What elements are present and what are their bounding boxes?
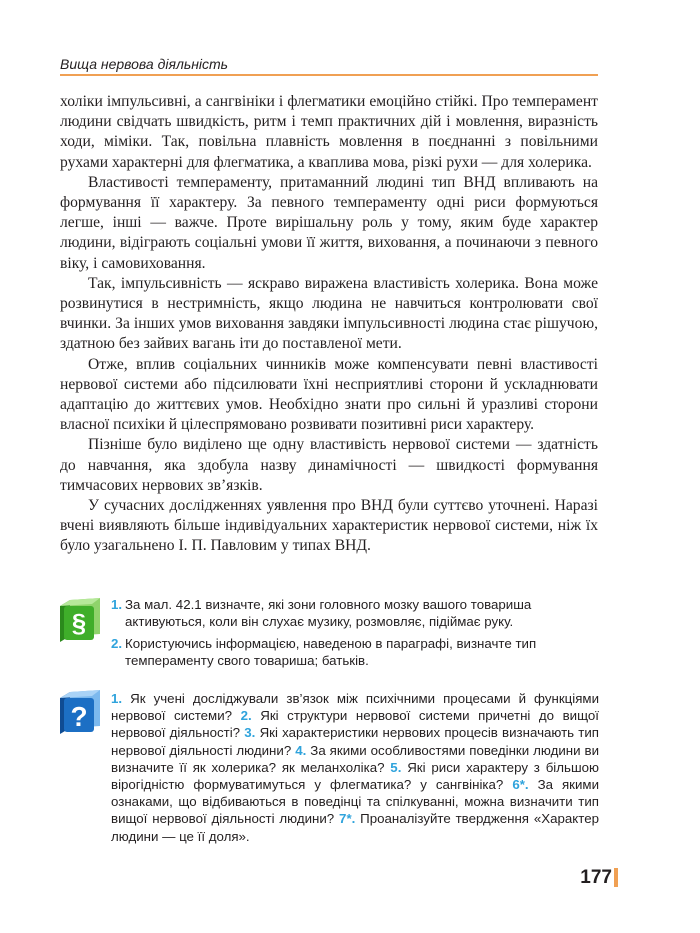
- page-number-accent-bar: [614, 868, 618, 887]
- question-number: 3.: [244, 725, 256, 741]
- task-item: [111, 596, 605, 631]
- question-text: За якими особливостями поведінки людини ви визначите її як холерика? як меланхоліка?: [111, 742, 599, 775]
- running-header: Вища нервова діяльність: [60, 56, 229, 72]
- paragraph: холіки імпульсивні, а сангвініки і флегматики емоційно стійкі. Про темперамент людини свідчать швидкість, ритм і темп практичних дій і мовлення, виразність ходи, міміки. Так, повільна плавність мовлення в поєднанні з повільними рухами характерні для флегматика, а квaплива мова, різкі рухи — для холерика.: [60, 93, 598, 171]
- page-number: 177: [580, 867, 612, 888]
- task-number: 2.: [111, 635, 123, 651]
- header-divider: [60, 74, 598, 76]
- paragraph: Отже, вплив соціальних чинників може компенсувати певні властивості нервової системи або підсилювати їхні несприятливі сторони й ускладнювати адаптацію до життєвих умов. Необхідно знати про сильні й уразливі сторони власної психіки й цілеспрямовано розвивати позитивні риси характеру.: [60, 355, 598, 434]
- question-text: За якими ознаками, що відбиваються в поведінці та спілкуванні, можна визначити тип вищої нервової діяльності людини?: [111, 777, 599, 827]
- question-number: 5.: [390, 759, 402, 775]
- task-text: Користуючись інформацією, наведеною в параграфі, визначте тип темпераменту свого товариша; батьків.: [125, 635, 537, 668]
- svg-text:§: §: [71, 608, 87, 638]
- question-number: 4.: [295, 742, 307, 758]
- question-number: 6*.: [512, 777, 529, 793]
- questions-block: [111, 690, 599, 845]
- question-number: 1.: [111, 691, 123, 706]
- paragraph: Пізніше було виділено ще одну властивість нервової системи — здатність до навчання, яка здобула назву динамічності — швидкості формування тимчасових нервових зв’язків.: [60, 436, 598, 494]
- task-item: [111, 635, 605, 670]
- question-text: Які риси характеру з більшою вірогідністю формуватимуться у флегматика? у сангвініка?: [111, 759, 599, 793]
- paragraph: Так, імпульсивність — яскраво виражена властивість холерика. Вона може розвинутися в нестримність, якщо людина не навчиться контролювати свої вчинки. За інших умов виховання завдяки імпульсивності людина стає рішучою, здатною без зайвих вагань іти до поставленої мети.: [60, 274, 598, 353]
- task-number: 1.: [111, 597, 123, 612]
- question-number: 2.: [240, 708, 252, 724]
- paragraph: У сучасних дослідженнях уявлення про ВНД були суттєво уточнені. Наразі вчені виявляють більше індивідуальних характеристик нервової системи, ніж їх було узагальнено І. П. Павловим у типах ВНД.: [60, 497, 598, 555]
- question-number: 7*.: [339, 811, 356, 827]
- question-text: Які характеристики нервових процесів визначають тип нервової діяльності людини?: [111, 725, 599, 758]
- question-text: Проаналізуйте твердження «Характер людини — це її доля».: [111, 811, 599, 844]
- section-sign-icon: [60, 598, 102, 642]
- paragraph: Властивості темпераменту, притаманний людині тип ВНД впливають на формування її характеру. За певного темпераменту одні риси формуються легше, інші — важче. Проте вирішальну роль у тому, яким буде характер людини, відіграють соціальні умови її життя, виховання, а починаючи з певного віку, і самовиховання.: [60, 173, 598, 272]
- body-text: [60, 92, 598, 557]
- question-text: Як учені досліджували зв’язок між психічними процесами й функціями нервової системи?: [111, 691, 599, 724]
- svg-text:?: ?: [70, 701, 88, 732]
- question-mark-icon: [60, 690, 102, 734]
- tasks-list: [111, 596, 605, 673]
- task-text: За мал. 42.1 визначте, які зони головного мозку вашого товариша активуються, коли він слухає музику, розмовляє, підіймає руку.: [125, 597, 532, 630]
- question-text: Які структури нервової системи причетні до вищої нервової діяльності?: [111, 708, 599, 741]
- tasks-block: [60, 596, 605, 670]
